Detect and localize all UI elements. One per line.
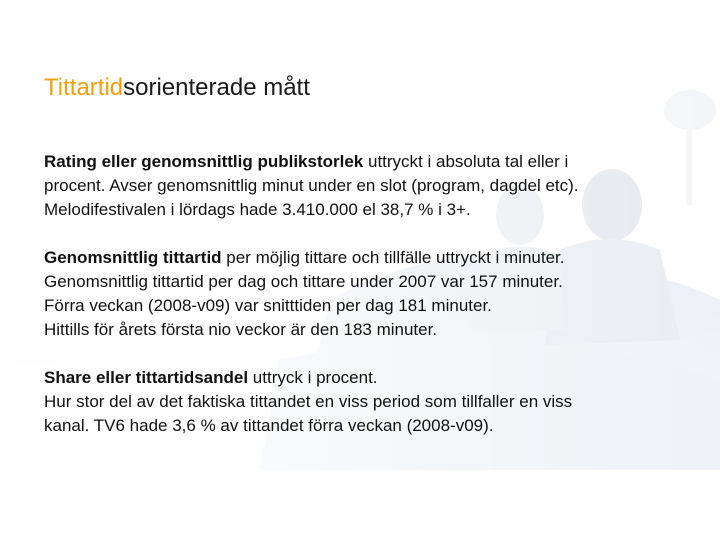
text-line — [44, 246, 684, 270]
term-rating: Rating eller genomsnittlig publikstorlek — [44, 152, 364, 171]
text-line: Genomsnittlig tittartid per dag och tittare under 2007 var 157 minuter. — [44, 272, 563, 291]
line-text: uttryckt i absoluta tal eller i — [363, 152, 569, 171]
title-accent: Tittartid — [44, 74, 124, 101]
line-text: uttryck i procent. — [248, 368, 378, 387]
slide-title — [44, 72, 310, 104]
paragraph-tittartid — [44, 246, 684, 342]
slide-body — [44, 150, 684, 462]
text-line: Hittills för årets första nio veckor är den 183 minuter. — [44, 320, 438, 339]
title-rest: sorienterade mått — [123, 74, 310, 101]
text-line: Melodifestivalen i lördags hade 3.410.000 el 38,7 % i 3+. — [44, 200, 471, 219]
text-line: kanal. TV6 hade 3,6 % av tittandet förra veckan (2008-v09). — [44, 416, 494, 435]
text-line: procent. Avser genomsnittlig minut under en slot (program, dagdel etc). — [44, 176, 579, 195]
text-line — [44, 366, 684, 390]
paragraph-share — [44, 366, 684, 438]
term-tittartid: Genomsnittlig tittartid — [44, 248, 222, 267]
line-text: per möjlig tittare och tillfälle uttryckt i minuter. — [221, 248, 565, 267]
paragraph-rating — [44, 150, 684, 222]
term-share: Share eller tittartidsandel — [44, 368, 249, 387]
text-line: Förra veckan (2008-v09) var snitttiden per dag 181 minuter. — [44, 296, 492, 315]
text-line: Hur stor del av det faktiska tittandet en viss period som tillfaller en viss — [44, 392, 573, 411]
text-line — [44, 150, 684, 174]
